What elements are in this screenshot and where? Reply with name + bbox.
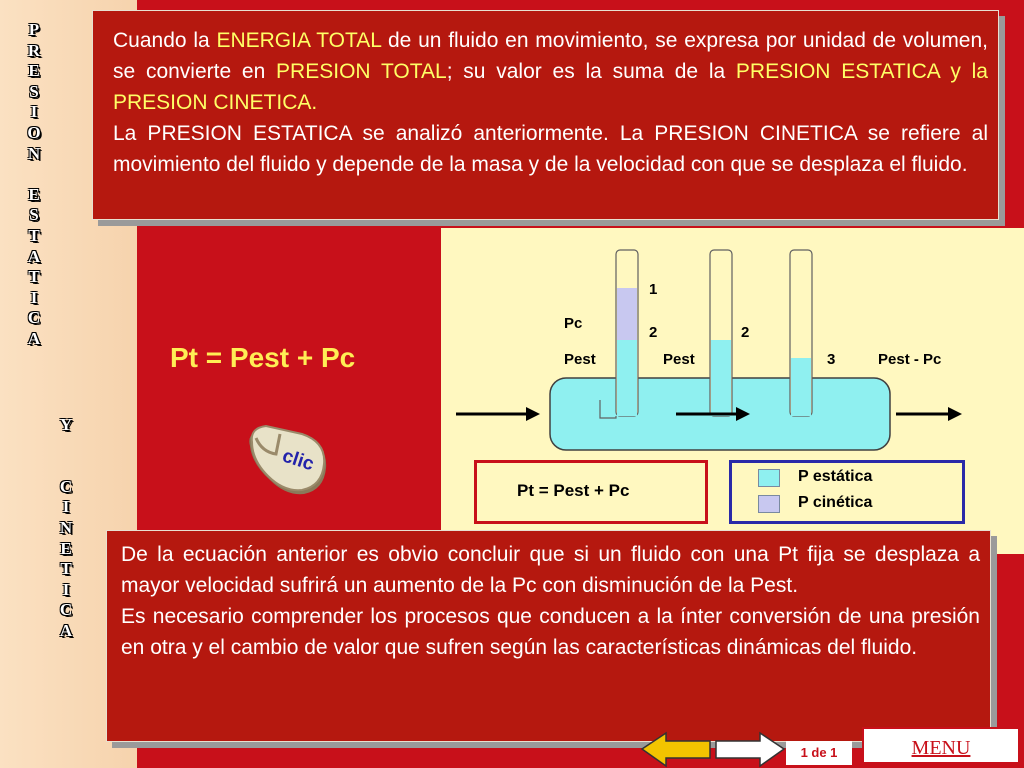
legend-swatch-kinetic: [758, 495, 780, 513]
clic-label: clic: [279, 445, 317, 476]
sidebar-letter: E: [28, 184, 40, 204]
label-level-1: 1: [649, 281, 658, 298]
legend-swatch-static: [758, 469, 780, 487]
page-indicator: 1 de 1: [786, 741, 852, 765]
tube-3-static-fill: [791, 358, 811, 416]
menu-button[interactable]: MENU: [862, 727, 1020, 764]
sidebar-letter: I: [30, 287, 38, 307]
intro-paragraph-1: Cuando la ENERGIA TOTAL de un fluido en movimiento, se expresa por unidad de volumen, se convierte en PRESION TOTAL; su valor es la suma de la PRESION ESTATICA y la PRESION CINETICA.: [113, 29, 989, 114]
label-pest-minus-pc: Pest - Pc: [878, 351, 942, 368]
sidebar-letter: I: [62, 497, 70, 517]
sidebar-letter: R: [27, 40, 41, 60]
flow-arrow-right: [896, 407, 962, 421]
label-pest-2: Pest: [663, 351, 695, 368]
conclusion-paragraph-2: Es necesario comprender los procesos que conducen a la ínter conversión de una presión en otra y el cambio de valor que sufren según las características dinámicas del fluido.: [121, 605, 980, 659]
sidebar-letter: I: [30, 102, 38, 122]
pipe-diagram: [450, 240, 990, 455]
sidebar-letter: E: [28, 61, 40, 81]
sidebar-letter: P: [28, 20, 40, 39]
total-pressure-box-formula: Pt = Pest + Pc: [517, 481, 630, 500]
label-pest-1: Pest: [564, 351, 596, 368]
total-pressure-formula: Pt = Pest + Pc: [170, 342, 356, 373]
sidebar-letter: N: [27, 143, 41, 163]
sidebar-letter: Y: [59, 415, 73, 434]
legend-label-static: P estática: [798, 468, 873, 485]
next-button[interactable]: [714, 731, 786, 768]
sidebar-letter: S: [29, 205, 39, 225]
label-level-2b: 2: [741, 324, 750, 341]
sidebar-letter: A: [27, 329, 41, 348]
conclusion-text-box: [106, 530, 991, 742]
background-strip: [1000, 0, 1024, 228]
tube-1-kinetic-fill: [617, 288, 637, 340]
legend: [729, 460, 965, 524]
label-level-3: 3: [827, 351, 836, 368]
clic-button[interactable]: [242, 420, 334, 502]
tube-2-static-fill: [711, 340, 731, 416]
label-pc: Pc: [564, 315, 583, 332]
sidebar-letter: S: [29, 81, 39, 101]
tube-1-static-fill: [617, 340, 637, 416]
sidebar-letter: T: [28, 267, 40, 287]
sidebar-letter: T: [60, 559, 72, 579]
sidebar-letter: C: [59, 600, 73, 620]
sidebar-letter: I: [62, 579, 70, 599]
sidebar-letter: N: [59, 518, 73, 537]
label-level-2a: 2: [649, 324, 658, 341]
intro-paragraph-2: La PRESION ESTATICA se analizó anteriormente. La PRESION CINETICA se refiere al movimiento del fluido y depende de la masa y de la velocidad con que se desplaza el fluido.: [113, 122, 988, 176]
previous-button[interactable]: [640, 731, 712, 768]
conclusion-paragraph-1: De la ecuación anterior es obvio concluir que si un fluido con una Pt fija se desplaza a mayor velocidad sufrirá un aumento de la Pc con disminución de la Pest.: [121, 543, 980, 597]
sidebar-letter: O: [27, 123, 41, 142]
total-pressure-box: [474, 460, 708, 524]
sidebar-letter: C: [59, 476, 73, 496]
legend-label-kinetic: P cinética: [798, 494, 873, 511]
sidebar-letter: A: [27, 246, 41, 266]
sidebar-letter: A: [59, 621, 73, 640]
intro-text-box: [92, 10, 999, 220]
sidebar-letter: C: [27, 308, 41, 328]
sidebar-letter: T: [28, 226, 40, 245]
sidebar-letter: E: [60, 538, 72, 558]
flow-arrow-left: [456, 407, 540, 421]
